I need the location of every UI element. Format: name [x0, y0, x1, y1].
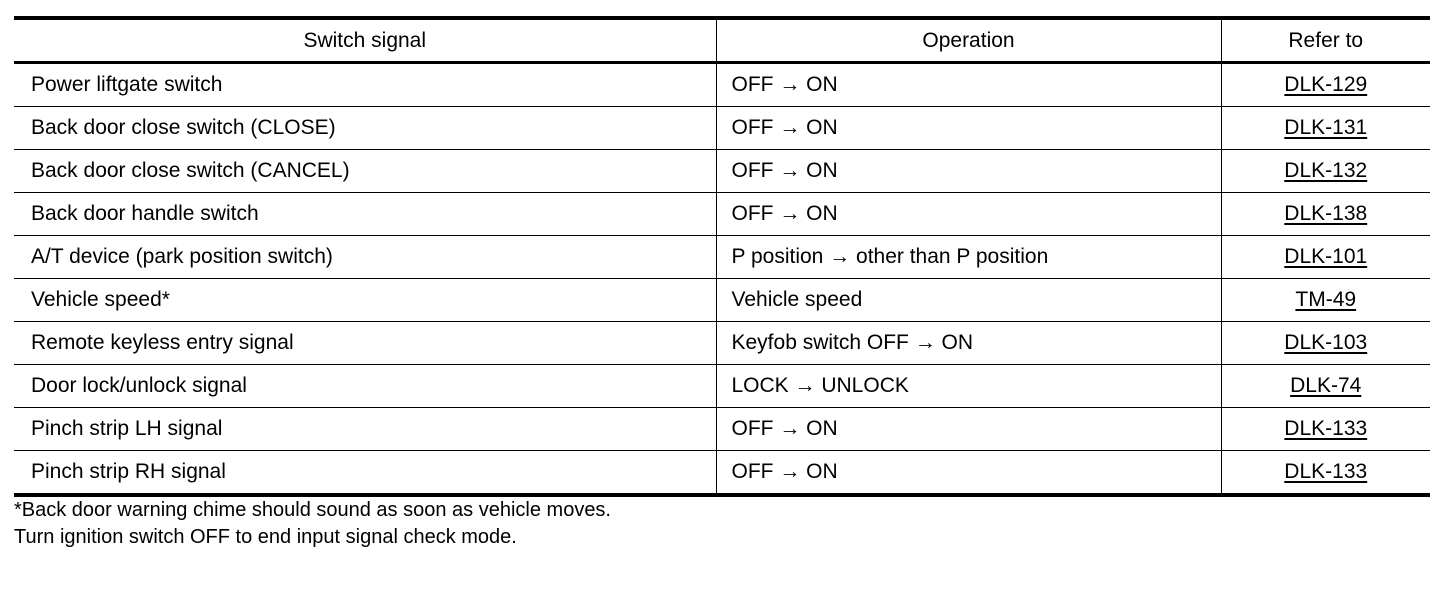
table-row	[14, 279, 1430, 322]
footnote-vehicle-speed: *Back door warning chime should sound as soon as vehicle moves.	[14, 499, 611, 521]
table-row	[14, 193, 1430, 236]
refer-to-cell	[1221, 322, 1430, 365]
refer-to-cell	[1221, 150, 1430, 193]
refer-to-link[interactable]: DLK-103	[1284, 331, 1368, 354]
switch-signal-cell: Power liftgate switch	[31, 73, 223, 96]
refer-to-cell	[1221, 451, 1430, 496]
table-row	[14, 322, 1430, 365]
input-signal-table-container	[14, 16, 1430, 497]
operation-cell: OFF → ON	[716, 451, 1221, 496]
switch-signal-cell: Pinch strip LH signal	[31, 417, 223, 440]
operation-cell: Vehicle speed	[716, 279, 1221, 322]
refer-to-link[interactable]: DLK-138	[1284, 202, 1368, 225]
switch-signal-cell: A/T device (park position switch)	[31, 245, 333, 268]
switch-signal-cell: Remote keyless entry signal	[31, 331, 294, 354]
input-signal-table	[14, 16, 1430, 497]
table-row	[14, 107, 1430, 150]
refer-to-cell	[1221, 107, 1430, 150]
refer-to-cell	[1221, 236, 1430, 279]
refer-to-link[interactable]: DLK-131	[1284, 116, 1368, 139]
table-row	[14, 63, 1430, 107]
refer-to-cell	[1221, 63, 1430, 107]
refer-to-cell	[1221, 193, 1430, 236]
operation-cell: P position → other than P position	[716, 236, 1221, 279]
refer-to-link[interactable]: DLK-129	[1284, 73, 1368, 96]
table-row	[14, 150, 1430, 193]
operation-cell: OFF → ON	[716, 107, 1221, 150]
switch-signal-cell: Back door handle switch	[31, 202, 259, 225]
switch-signal-cell: Back door close switch (CLOSE)	[31, 116, 336, 139]
header-switch-signal: Switch signal	[303, 28, 427, 52]
switch-signal-cell: Back door close switch (CANCEL)	[31, 159, 350, 182]
table-row	[14, 236, 1430, 279]
table-row	[14, 451, 1430, 496]
operation-cell: LOCK → UNLOCK	[716, 365, 1221, 408]
operation-cell: OFF → ON	[716, 150, 1221, 193]
refer-to-cell	[1221, 279, 1430, 322]
refer-to-cell	[1221, 408, 1430, 451]
table-header-row	[14, 18, 1430, 63]
operation-cell: Keyfob switch OFF → ON	[716, 322, 1221, 365]
switch-signal-cell: Pinch strip RH signal	[31, 460, 226, 483]
operation-cell: OFF → ON	[716, 193, 1221, 236]
header-operation: Operation	[716, 18, 1221, 63]
refer-to-link[interactable]: DLK-101	[1284, 245, 1368, 268]
operation-cell: OFF → ON	[716, 63, 1221, 107]
operation-cell: OFF → ON	[716, 408, 1221, 451]
refer-to-link[interactable]: DLK-133	[1284, 417, 1368, 440]
table-row	[14, 365, 1430, 408]
refer-to-link[interactable]: TM-49	[1295, 288, 1357, 311]
refer-to-link[interactable]: DLK-132	[1284, 159, 1368, 182]
header-refer-to: Refer to	[1221, 18, 1430, 63]
refer-to-link[interactable]: DLK-74	[1290, 374, 1362, 397]
refer-to-cell	[1221, 365, 1430, 408]
refer-to-link[interactable]: DLK-133	[1284, 460, 1368, 483]
table-row	[14, 408, 1430, 451]
switch-signal-cell: Door lock/unlock signal	[31, 374, 247, 397]
footnote-ignition-off: Turn ignition switch OFF to end input signal check mode.	[14, 526, 517, 548]
switch-signal-cell: Vehicle speed*	[31, 288, 170, 311]
table-footnotes	[14, 497, 611, 551]
